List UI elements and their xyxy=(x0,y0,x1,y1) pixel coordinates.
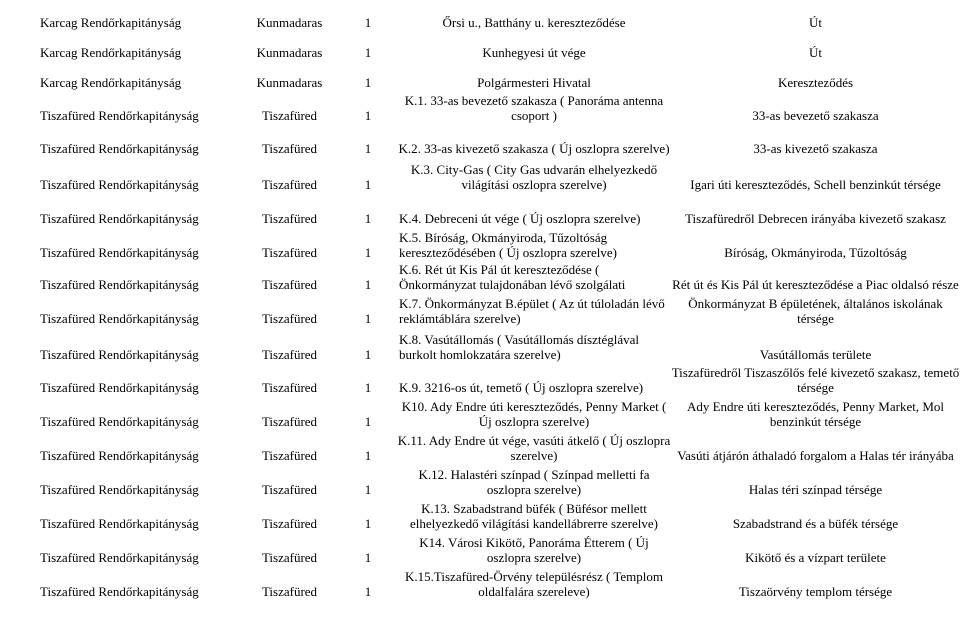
cell-helyszin: K.5. Bíróság, Okmányiroda, Tűzoltóság kereszteződésében ( Új oszlopra szerelve) xyxy=(399,230,617,260)
cell-db: 1 xyxy=(364,584,372,599)
table-row xyxy=(0,292,960,326)
cell-db: 1 xyxy=(364,380,372,395)
table-row xyxy=(0,395,960,429)
table-row xyxy=(0,90,960,123)
cell-telepules: Kunmadaras xyxy=(256,75,323,90)
cell-tipus: Szabadstrand és a büfék térsége xyxy=(732,516,899,531)
cell-helyszin: K10. Ady Endre úti kereszteződés, Penny Market ( Új oszlopra szerelve) xyxy=(401,399,667,429)
cell-db: 1 xyxy=(364,448,372,463)
cell-telepules: Tiszafüred xyxy=(261,448,318,463)
cell-tipus: Tiszafüredről Tiszaszőlős felé kivezető szakasz, temető térsége xyxy=(671,365,960,395)
cell-kapitanysag: Tiszafüred Rendőrkapitányság xyxy=(40,584,199,599)
cell-kapitanysag: Tiszafüred Rendőrkapitányság xyxy=(40,414,199,429)
cell-db: 1 xyxy=(364,75,372,90)
cell-tipus: Út xyxy=(809,45,822,60)
cell-tipus: Bíróság, Okmányiroda, Tűzoltóság xyxy=(724,245,907,260)
table-row xyxy=(0,260,960,292)
table-row xyxy=(0,0,960,30)
cell-db: 1 xyxy=(364,516,372,531)
table-row xyxy=(0,226,960,260)
table-row xyxy=(0,429,960,463)
cell-helyszin: K.8. Vasútállomás ( Vasútállomás dísztéglával burkolt homlokzatára szerelve) xyxy=(399,332,639,362)
table-row xyxy=(0,326,960,362)
cell-tipus: Kereszteződés xyxy=(777,75,854,90)
table-row xyxy=(0,362,960,395)
cell-helyszin: K.13. Szabadstrand büfék ( Büfésor mellett elhelyezkedő világítási kandellábrerre szerelve) xyxy=(410,501,658,531)
cell-tipus: 33-as bevezető szakasza xyxy=(752,108,879,123)
cell-kapitanysag: Tiszafüred Rendőrkapitányság xyxy=(40,211,199,226)
cell-db: 1 xyxy=(364,108,372,123)
cell-db: 1 xyxy=(364,550,372,565)
cell-kapitanysag: Karcag Rendőrkapitányság xyxy=(40,45,182,60)
cell-telepules: Tiszafüred xyxy=(261,550,318,565)
cell-tipus: Önkormányzat B épületének, általános iskolának térsége xyxy=(688,296,943,326)
cell-helyszin: K.7. Önkormányzat B.épület ( Az út túloladán lévő reklámtáblára szerelve) xyxy=(399,296,665,326)
cell-db: 1 xyxy=(364,141,372,156)
cell-db: 1 xyxy=(364,45,372,60)
cell-kapitanysag: Tiszafüred Rendőrkapitányság xyxy=(40,177,199,192)
cell-db: 1 xyxy=(364,347,372,362)
cell-tipus: 33-as kivezető szakasza xyxy=(753,141,878,156)
table-row xyxy=(0,123,960,156)
cell-telepules: Tiszafüred xyxy=(261,347,318,362)
cell-tipus: Igari úti kereszteződés, Schell benzinkút térsége xyxy=(690,177,941,192)
cell-helyszin: K.1. 33-as bevezető szakasza ( Panoráma antenna csoport ) xyxy=(404,93,664,123)
cell-kapitanysag: Tiszafüred Rendőrkapitányság xyxy=(40,516,199,531)
cell-helyszin: K.6. Rét út Kis Pál út kereszteződése ( Önkormányzat tulajdonában lévő szolgálati xyxy=(399,262,626,292)
table-row xyxy=(0,565,960,599)
table-row xyxy=(0,30,960,60)
cell-tipus: Út xyxy=(809,15,822,30)
cell-helyszin: Őrsi u., Batthány u. kereszteződése xyxy=(442,15,626,30)
cell-telepules: Tiszafüred xyxy=(261,277,318,292)
cell-tipus: Rét út és Kis Pál út kereszteződése a Piac oldalsó része xyxy=(672,277,959,292)
cell-telepules: Tiszafüred xyxy=(261,311,318,326)
cell-helyszin: K.2. 33-as kivezető szakasza ( Új oszlopra szerelve) xyxy=(398,141,670,156)
cell-tipus: Vasúti átjárón áthaladó forgalom a Halas tér irányába xyxy=(677,448,954,463)
cell-helyszin: K.9. 3216-os út, temető ( Új oszlopra szerelve) xyxy=(399,380,644,395)
table-row xyxy=(0,531,960,565)
cell-db: 1 xyxy=(364,414,372,429)
cell-tipus: Halas téri színpad térsége xyxy=(748,482,883,497)
cell-tipus: Vasútállomás területe xyxy=(759,347,872,362)
cell-helyszin: K.11. Ady Endre út vége, vasúti átkelő ( Új oszlopra szerelve) xyxy=(397,433,671,463)
cell-helyszin: K.4. Debreceni út vége ( Új oszlopra szerelve) xyxy=(399,211,641,226)
cell-kapitanysag: Tiszafüred Rendőrkapitányság xyxy=(40,108,199,123)
table-row xyxy=(0,156,960,192)
cell-tipus: Tiszaörvény templom térsége xyxy=(738,584,893,599)
cell-tipus: Kikötő és a vízpart területe xyxy=(745,550,886,565)
cell-helyszin: K.15.Tiszafüred-Örvény településrész ( Templom oldalfalára szereleve) xyxy=(405,569,663,599)
cell-kapitanysag: Tiszafüred Rendőrkapitányság xyxy=(40,347,199,362)
table-row xyxy=(0,463,960,497)
cell-db: 1 xyxy=(364,15,372,30)
cell-telepules: Kunmadaras xyxy=(256,15,323,30)
cell-db: 1 xyxy=(364,177,372,192)
cell-telepules: Tiszafüred xyxy=(261,516,318,531)
cell-telepules: Tiszafüred xyxy=(261,245,318,260)
table-row xyxy=(0,192,960,226)
cell-telepules: Tiszafüred xyxy=(261,584,318,599)
cell-telepules: Tiszafüred xyxy=(261,414,318,429)
cell-kapitanysag: Tiszafüred Rendőrkapitányság xyxy=(40,277,199,292)
cell-telepules: Tiszafüred xyxy=(261,108,318,123)
cell-telepules: Kunmadaras xyxy=(256,45,323,60)
cell-kapitanysag: Karcag Rendőrkapitányság xyxy=(40,75,182,90)
cell-telepules: Tiszafüred xyxy=(261,380,318,395)
cell-helyszin: K.12. Halastéri színpad ( Színpad melletti fa oszlopra szerelve) xyxy=(418,467,650,497)
cell-telepules: Tiszafüred xyxy=(261,211,318,226)
cell-db: 1 xyxy=(364,311,372,326)
cell-kapitanysag: Tiszafüred Rendőrkapitányság xyxy=(40,311,199,326)
cell-helyszin: Polgármesteri Hivatal xyxy=(477,75,591,90)
cell-kapitanysag: Tiszafüred Rendőrkapitányság xyxy=(40,245,199,260)
cell-telepules: Tiszafüred xyxy=(261,482,318,497)
cell-kapitanysag: Tiszafüred Rendőrkapitányság xyxy=(40,550,199,565)
cell-db: 1 xyxy=(364,482,372,497)
cell-helyszin: K14. Városi Kikötő, Panoráma Étterem ( Új oszlopra szerelve) xyxy=(419,535,649,565)
cell-tipus: Ady Endre úti kereszteződés, Penny Market, Mol benzinkút térsége xyxy=(686,399,945,429)
table-row xyxy=(0,60,960,90)
cell-db: 1 xyxy=(364,245,372,260)
cell-kapitanysag: Tiszafüred Rendőrkapitányság xyxy=(40,141,199,156)
cell-helyszin: K.3. City-Gas ( City Gas udvarán elhelyezkedő világítási oszlopra szerelve) xyxy=(410,162,658,192)
cell-kapitanysag: Tiszafüred Rendőrkapitányság xyxy=(40,380,199,395)
cell-helyszin: Kunhegyesi út vége xyxy=(482,45,586,60)
cell-kapitanysag: Tiszafüred Rendőrkapitányság xyxy=(40,482,199,497)
table-row xyxy=(0,497,960,531)
cell-db: 1 xyxy=(364,277,372,292)
cell-kapitanysag: Karcag Rendőrkapitányság xyxy=(40,15,182,30)
cell-kapitanysag: Tiszafüred Rendőrkapitányság xyxy=(40,448,199,463)
cell-telepules: Tiszafüred xyxy=(261,177,318,192)
cell-telepules: Tiszafüred xyxy=(261,141,318,156)
cell-tipus: Tiszafüredről Debrecen irányába kivezető szakasz xyxy=(685,211,946,226)
cell-db: 1 xyxy=(364,211,372,226)
